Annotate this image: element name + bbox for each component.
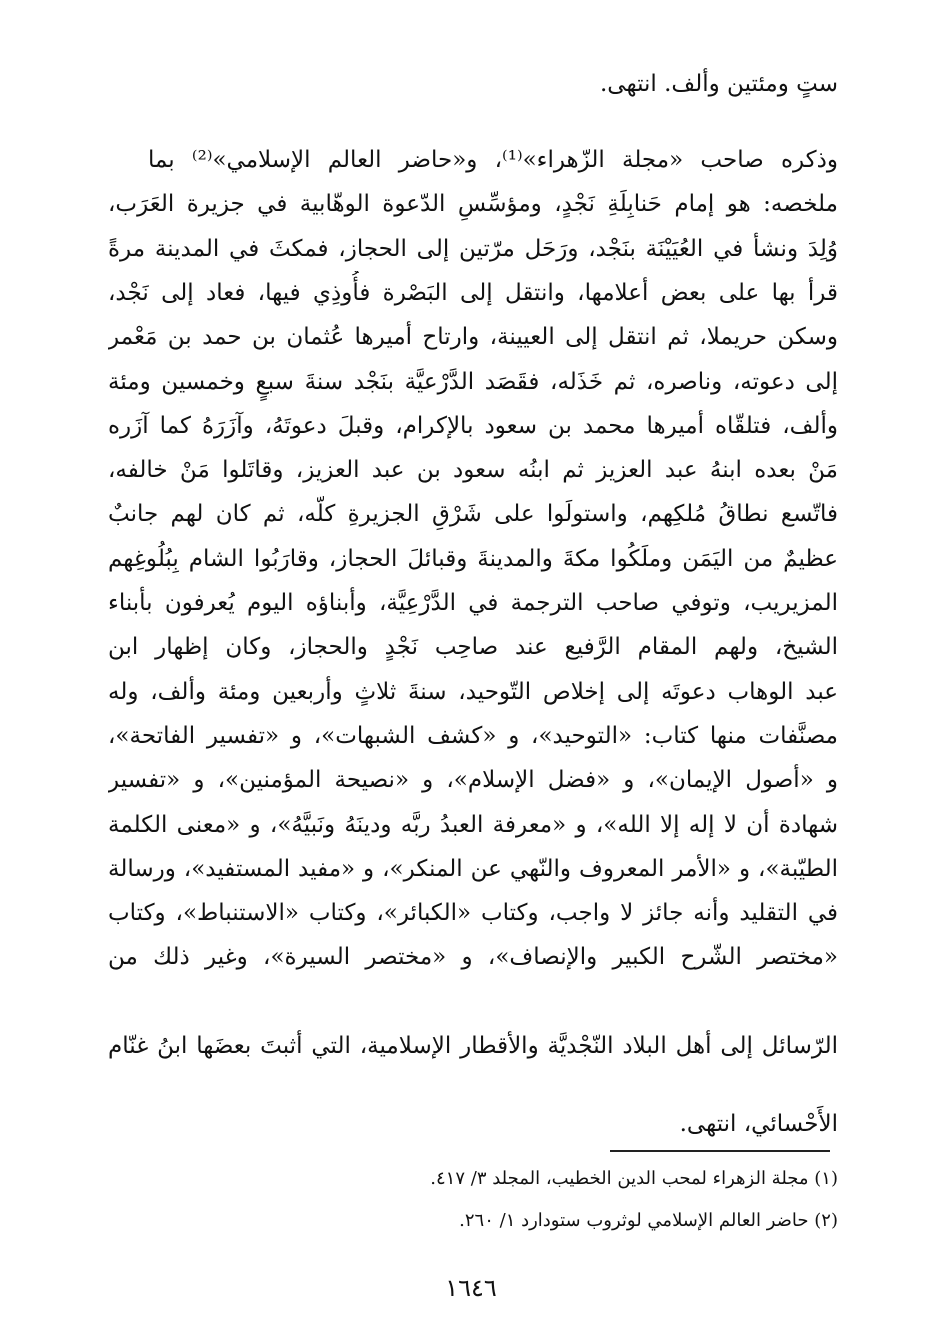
text-line: قرأ بها على بعض أعلامها، وانتقل إلى البَصْرة فأُوذِي فيها، فعاد إلى نَجْد،	[108, 280, 838, 306]
text-line: وذكره صاحب «مجلة الزّهراء»⁽¹⁾، و«حاضر العالم الإسلامي»⁽²⁾ بما	[148, 147, 838, 173]
text-line: المزيريب، وتوفي صاحب الترجمة في الدَّرْعِيَّة، وأبناؤه اليوم يُعرفون بأبناء	[108, 590, 838, 616]
text-line: ستٍ ومئتين وألف. انتهى.	[600, 71, 838, 97]
text-line: فاتّسع نطاقُ مُلكِهم، واستولَوا على شَرْقِ الجزيرةِ كلّه، ثم كان لهم جانبٌ	[108, 501, 838, 527]
text-line: الأَحْسائي، انتهى.	[679, 1111, 838, 1137]
text-line: مصنَّفات منها كتاب: «التوحيد»، و «كشف الشبهات»، و «تفسير الفاتحة»،	[108, 723, 838, 749]
text-line: إلى دعوته، وناصره، ثم خَذَله، فقَصَد الدَّرْعيَّة بنَجْد سنةَ سبعٍ وخمسين ومئة	[108, 369, 838, 395]
footnote-separator	[610, 1150, 830, 1152]
text-line: في التقليد وأنه جائز لا واجب، وكتاب «الكبائر»، وكتاب «الاستنباط»، وكتاب	[108, 900, 838, 926]
text-line: عبد الوهاب دعوتَه إلى إخلاص التّوحيد، سنةَ ثلاثٍ وأربعين ومئة وألف، وله	[108, 679, 838, 705]
text-line: الطيّبة»، و «الأمر المعروف والنّهي عن المنكر»، و «مفيد المستفيد»، ورسالة	[108, 856, 838, 882]
text-line: وُلِدَ ونشأ في العُيَيْنَة بنَجْد، ورَحَل مرّتين إلى الحجاز، فمكثَ في المدينة مرةً	[108, 236, 838, 262]
text-line: وألف، فتلقّاه أميرها محمد بن سعود بالإكرام، وقبلَ دعوتَهُ، وآزَرَهُ كما آزَره	[108, 413, 838, 439]
footnote-2: (٢) حاضر العالم الإسلامي لوثروب ستودارد ١/ ٢٦٠.	[459, 1210, 838, 1231]
text-line: ملخصه: هو إمام حَنابِلَةِ نَجْدٍ، ومؤسِّسِ الدّعوة الوهّابية في جزيرة العَرَب،	[108, 191, 838, 217]
text-line: و «أصول الإيمان»، و «فضل الإسلام»، و «نصيحة المؤمنين»، و «تفسير	[108, 767, 838, 793]
text-line: مَنْ بعده ابنهُ عبد العزيز ثم ابنُه سعود بن عبد العزيز، وقاتَلوا مَنْ خالفه،	[108, 457, 838, 483]
text-line: عظيمٌ من اليَمَن وملَكُوا مكةَ والمدينةَ وقبائلَ الحجاز، وقارَبُوا الشام بِبُلُوغِهم	[108, 546, 838, 572]
page-number: ١٦٤٦	[445, 1274, 497, 1302]
footnote-1: (١) مجلة الزهراء لمحب الدين الخطيب، المجلد ٣/ ٤١٧.	[430, 1168, 838, 1189]
text-line: وسكن حريملا، ثم انتقل إلى العيينة، وارتاح أميرها عُثمان بن حمد بن مَعْمر	[108, 324, 838, 350]
text-line: شهادة أن لا إله إلا الله»، و «معرفة العبدُ ربَّه ودينَهُ ونَبيَّهُ»، و «معنى الكلمة	[108, 812, 838, 838]
text-line: «مختصر الشّرح الكبير والإنصاف»، و «مختصر السيرة»، وغير ذلك من	[108, 944, 838, 970]
text-line: الشيخ، ولهم المقام الرَّفيع عند صاحِب نَجْدٍ والحجاز، وكان إظهار ابن	[108, 634, 838, 660]
text-line: الرّسائل إلى أهل البلاد النّجْديَّة والأقطار الإسلامية، التي أثبتَ بعضَها ابنُ غنّام	[108, 1033, 838, 1059]
